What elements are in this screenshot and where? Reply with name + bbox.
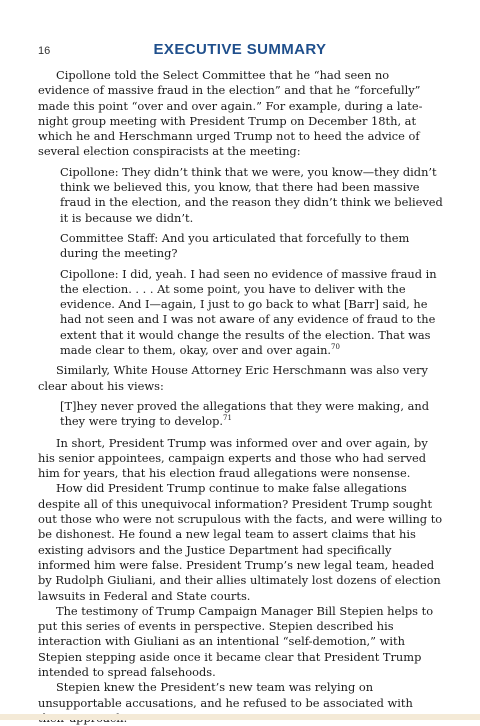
paragraph: How did President Trump continue to make false allegations despite all of this unequivocal information? President Trump sought out those who were not scrupulous with the facts, and were willing to be dishonest. He found a new legal team to assert claims that his existing advisors and the Justice Department had specifically informed him were false. President Trump’s new legal team, headed by Rudolph Giuliani, and their allies ultimately lost dozens of election lawsuits in Federal and State courts.	[38, 481, 443, 603]
block-quote: Cipollone: They didn’t think that we were, you know—they didn’t think we believed this, you know, that there had been massive fraud in the election, and the reason they didn’t think we believed it is because we didn’t.	[60, 164, 443, 225]
footnote-marker[interactable]: 71	[223, 414, 232, 423]
footnote-marker[interactable]: 70	[331, 343, 340, 352]
paragraph: In short, President Trump was informed over and over again, by his senior appointees, campaign experts and those who had served him for years, that his election fraud allegations were nonsense.	[38, 435, 428, 481]
page-number: 16	[38, 45, 51, 57]
paragraph: Cipollone told the Select Committee that he “had seen no evidence of massive fraud in the election” and that he “forcefully” made this point “over and over again.” For example, during a late-night group meeting with President Trump on December 18th, at which he and Herschmann urged Trump not to heed the advice of several election conspiracists at the meeting:	[38, 68, 423, 159]
body-text	[38, 68, 444, 726]
page-edge	[0, 714, 480, 720]
paragraph: Similarly, White House Attorney Eric Herschmann was also very clear about his views:	[38, 363, 428, 393]
quote-text: [T]hey never proved the allegations that they were making, and they were trying to develop.	[60, 398, 430, 429]
block-quote: Committee Staff: And you articulated that forcefully to them during the meeting?	[60, 230, 410, 261]
block-quote	[60, 267, 444, 359]
paragraph: Stepien knew the President’s new team was relying on unsupportable accusations, and he refused to be associated with	[38, 680, 413, 710]
section-title: EXECUTIVE SUMMARY	[153, 41, 327, 58]
quote-text: Cipollone: I did, yeah. I had seen no evidence of massive fraud in the election. . . . At some point, you have to deliver with the evidence. And I—again, I just to go back to what [Barr] said, he had not seen and I was not aware of any evidence of fraud to the extent that it would change the results of the election. That was made clear to them, okay, over and over again.	[60, 266, 437, 358]
block-quote	[60, 399, 444, 430]
paragraph: The testimony of Trump Campaign Manager Bill Stepien helps to put this series of events in perspective. Stepien described his interaction with Giuliani as an intentional “self-demotion,” with Stepien stepping aside once it became clear that President Trump intended to spread falsehoods.	[38, 603, 434, 679]
